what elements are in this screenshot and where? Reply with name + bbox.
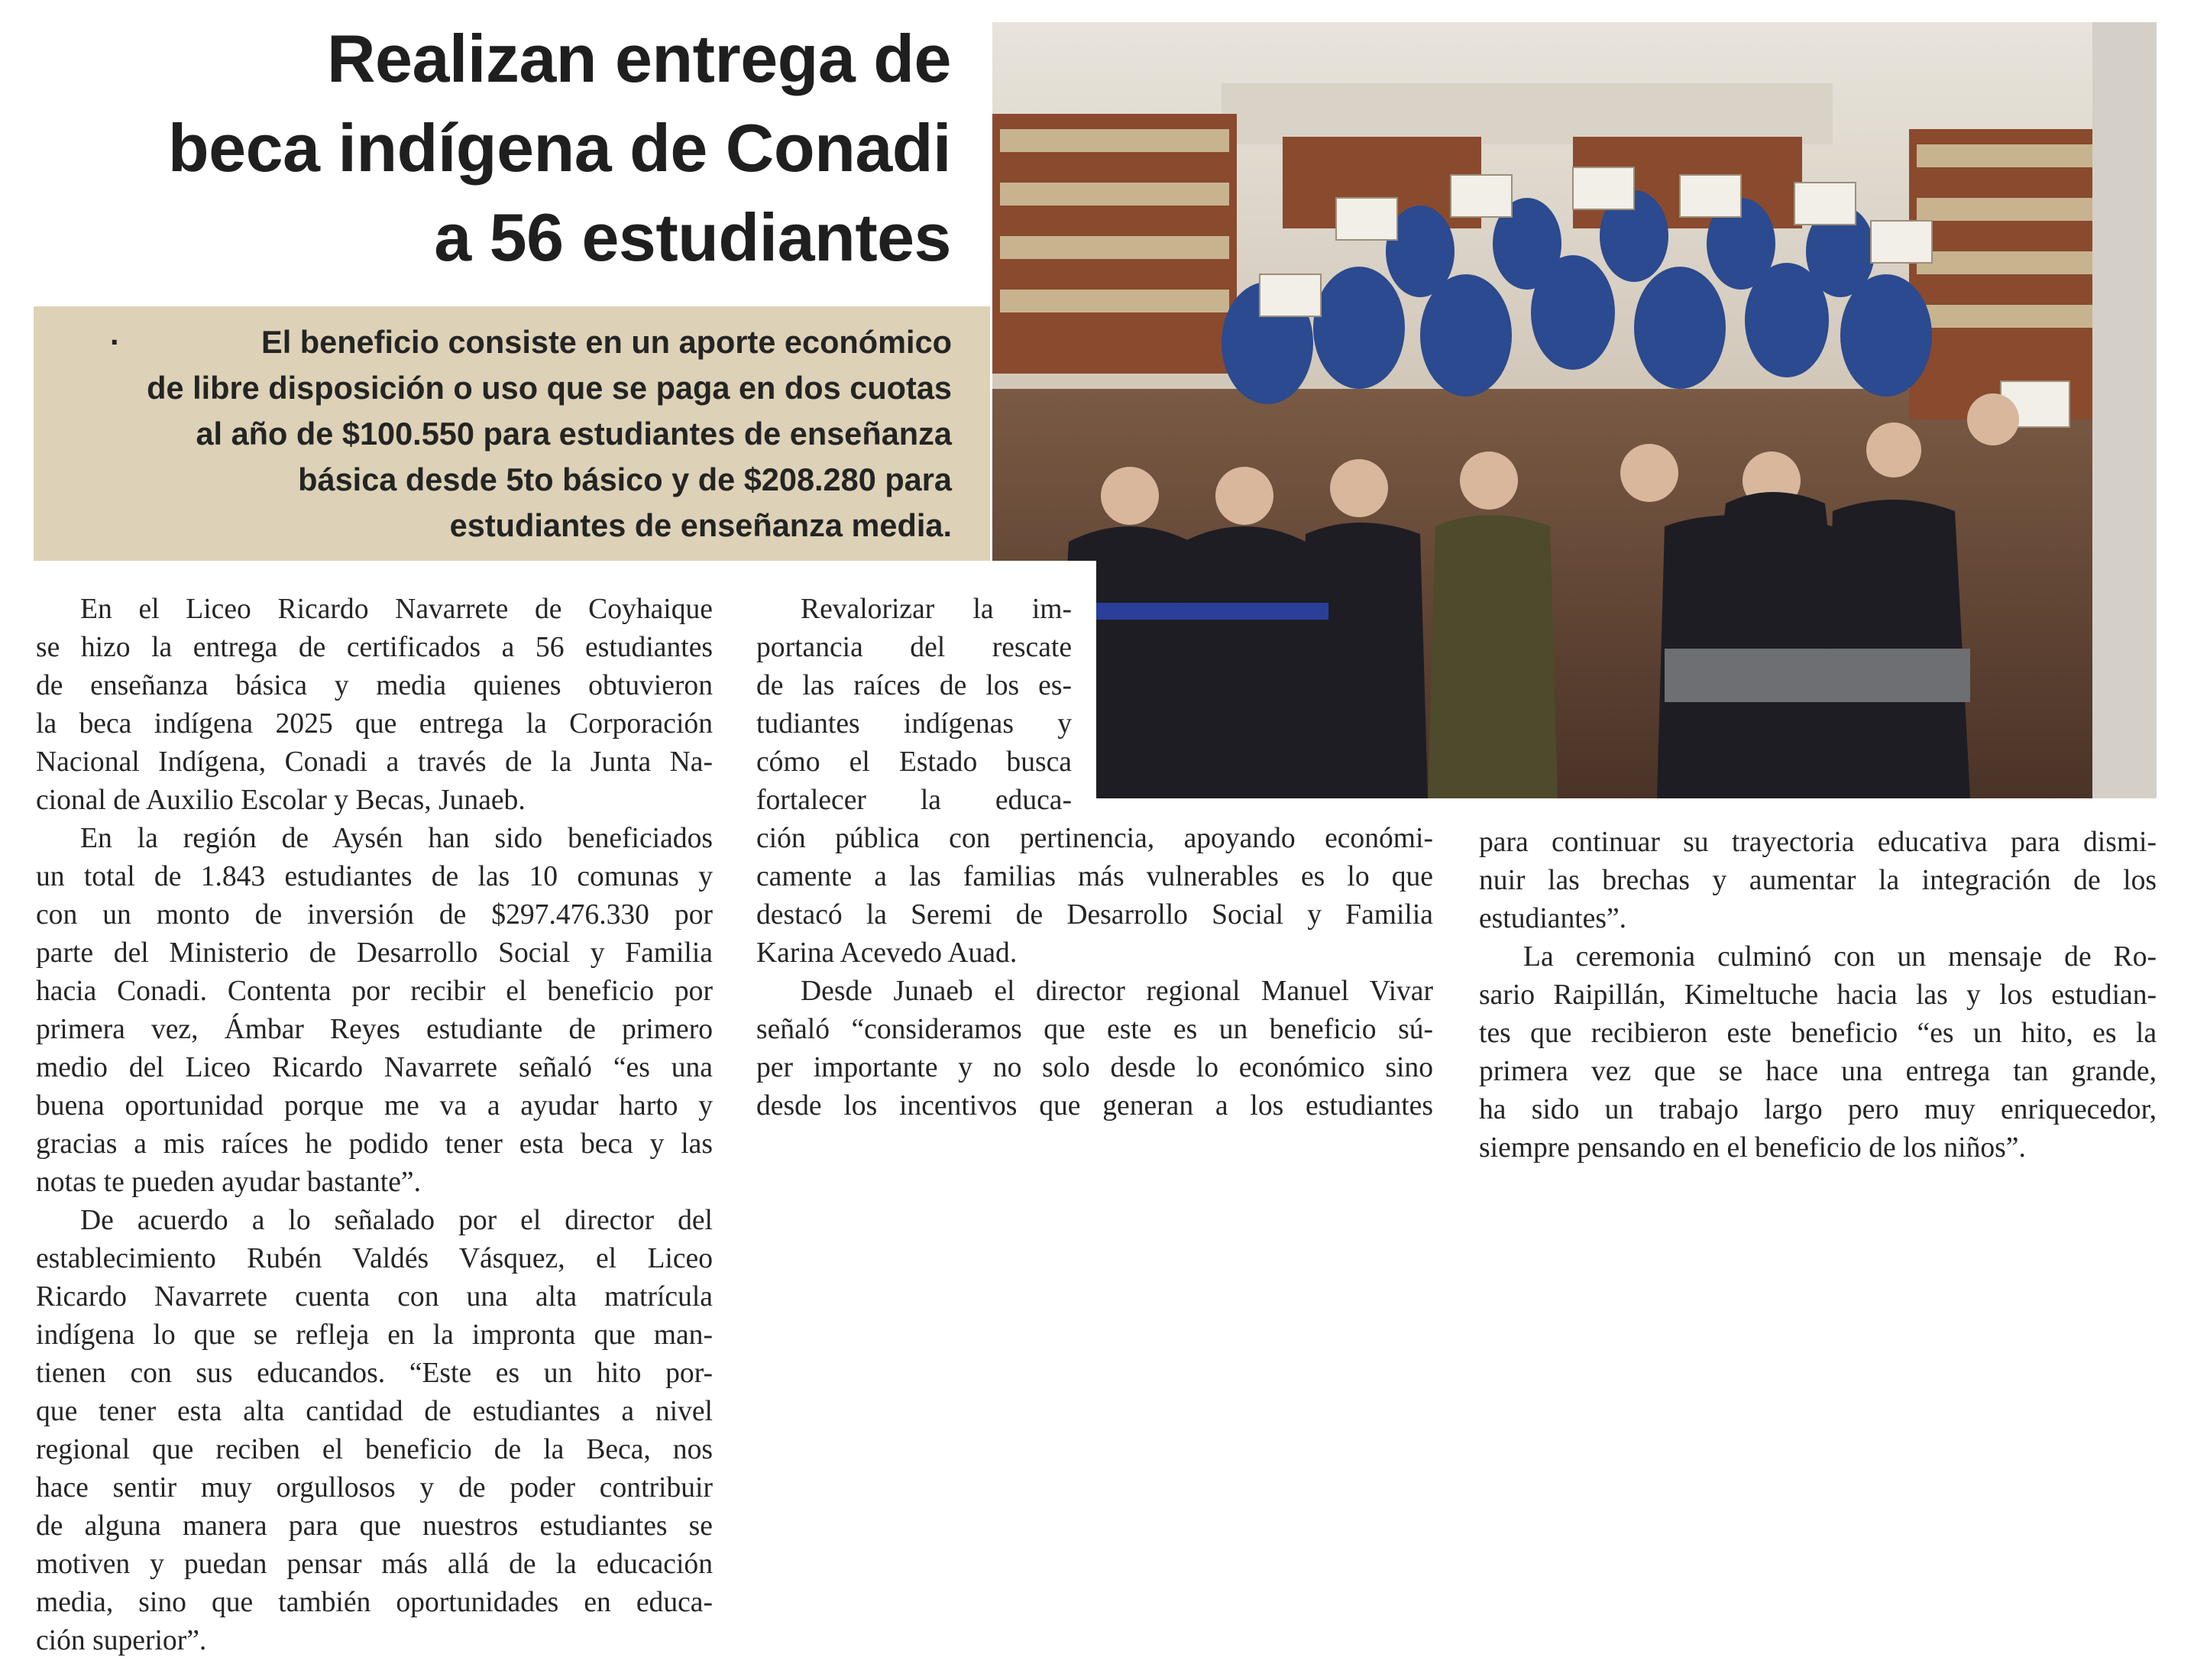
text-line: regional que reciben el beneficio de la Beca, nos: [36, 1434, 713, 1465]
text-line: portancia del rescate: [756, 632, 1072, 663]
text-line: parte del Ministerio de Desarrollo Social y Familia: [36, 937, 713, 969]
text-line: motiven y puedan pensar más allá de la educación: [36, 1549, 713, 1580]
lead-line: [79, 319, 952, 365]
lead-line-text: El beneficio consiste en un aporte económico: [261, 324, 952, 360]
text-line: que tener esta alta cantidad de estudiantes a nivel: [36, 1396, 713, 1427]
text-line: estudiantes”.: [1479, 903, 1627, 934]
text-line: la beca indígena 2025 que entrega la Corporación: [36, 708, 713, 740]
text-line: tienen con sus educandos. “Este es un hito por-: [36, 1358, 713, 1389]
text-line: La ceremonia culminó con un mensaje de Ro-: [1523, 941, 2157, 973]
text-line: sario Raipillán, Kimeltuche hacia las y los estudian-: [1479, 979, 2157, 1011]
lead-line: al año de $100.550 para estudiantes de enseñanza: [196, 416, 952, 452]
text-line: con un monto de inversión de $297.476.330 por: [36, 899, 713, 931]
text-line: indígena lo que se refleja en la impronta que man-: [36, 1319, 713, 1351]
text-line: ha sido un trabajo largo pero muy enriquecedor,: [1479, 1094, 2157, 1125]
text-line: Karina Acevedo Auad.: [756, 937, 1018, 969]
headline-line: a 56 estudiantes: [434, 199, 951, 275]
text-line: tudiantes indígenas y: [756, 708, 1072, 740]
text-line: ción pública con pertinencia, apoyando económi-: [756, 823, 1433, 854]
text-line: siempre pensando en el beneficio de los niños”.: [1479, 1132, 2026, 1164]
text-line: Desde Junaeb el director regional Manuel Vivar: [801, 976, 1433, 1007]
text-line: cómo el Estado busca: [756, 746, 1072, 778]
text-line: nuir las brechas y aumentar la integración de los: [1479, 865, 2157, 896]
text-line: notas te pueden ayudar bastante”.: [36, 1167, 421, 1198]
text-line: primera vez, Ámbar Reyes estudiante de primero: [36, 1014, 713, 1045]
article-column-2: [756, 591, 1433, 1125]
text-line: per importante y no solo desde lo económico sino: [756, 1052, 1433, 1083]
text-line: señaló “consideramos que este es un beneficio sú-: [756, 1014, 1433, 1045]
lead-line: básica desde 5to básico y de $208.280 para: [298, 461, 952, 497]
text-line: Revalorizar la im-: [801, 594, 1072, 625]
text-line: Ricardo Navarrete cuenta con una alta matrícula: [36, 1281, 713, 1313]
text-line: se hizo la entrega de certificados a 56 estudiantes: [36, 632, 713, 663]
text-line: En el Liceo Ricardo Navarrete de Coyhaique: [80, 594, 713, 625]
text-line: establecimiento Rubén Valdés Vásquez, el Liceo: [36, 1243, 713, 1274]
text-line: de alguna manera para que nuestros estudiantes se: [36, 1510, 713, 1542]
text-line: ción superior”.: [36, 1625, 207, 1656]
lead-line: estudiantes de enseñanza media.: [449, 507, 952, 543]
headline-line: Realizan entrega de: [326, 21, 951, 96]
text-line: un total de 1.843 estudiantes de las 10 comunas y: [36, 861, 713, 892]
text-line: tes que recibieron este beneficio “es un hito, es la: [1479, 1018, 2157, 1049]
article-column-1: [36, 591, 713, 1660]
text-line: En la región de Aysén han sido beneficiados: [80, 823, 713, 854]
text-line: buena oportunidad porque me va a ayudar harto y: [36, 1090, 713, 1122]
text-line: medio del Liceo Ricardo Navarrete señaló “es una: [36, 1052, 713, 1083]
article-column-3: [1479, 824, 2157, 1167]
lead-box: [34, 306, 990, 561]
text-line: camente a las familias más vulnerables es lo que: [756, 861, 1433, 892]
text-line: De acuerdo a lo señalado por el director del: [80, 1205, 713, 1236]
text-line: de enseñanza básica y media quienes obtuvieron: [36, 670, 713, 701]
lead-line: de libre disposición o uso que se paga en dos cuotas: [147, 370, 952, 406]
text-line: primera vez que se hace una entrega tan grande,: [1479, 1056, 2157, 1087]
text-line: destacó la Seremi de Desarrollo Social y Familia: [756, 899, 1433, 931]
text-line: fortalecer la educa-: [756, 785, 1072, 816]
text-line: hacia Conadi. Contenta por recibir el beneficio por: [36, 976, 713, 1007]
text-line: Nacional Indígena, Conadi a través de la Junta Na-: [36, 746, 713, 778]
headline-line: beca indígena de Conadi: [167, 110, 951, 186]
text-line: de las raíces de los es-: [756, 670, 1072, 701]
text-line: cional de Auxilio Escolar y Becas, Junaeb.: [36, 785, 526, 816]
text-line: desde los incentivos que generan a los estudiantes: [756, 1090, 1433, 1122]
headline: [31, 14, 951, 282]
lead-text: [79, 319, 952, 549]
text-line: media, sino que también oportunidades en educa-: [36, 1587, 713, 1618]
text-line: hace sentir muy orgullosos y de poder contribuir: [36, 1472, 713, 1504]
text-line: para continuar su trayectoria educativa para dismi-: [1479, 827, 2157, 858]
bullet-icon: ·: [110, 324, 121, 360]
text-line: gracias a mis raíces he podido tener esta beca y las: [36, 1128, 713, 1160]
